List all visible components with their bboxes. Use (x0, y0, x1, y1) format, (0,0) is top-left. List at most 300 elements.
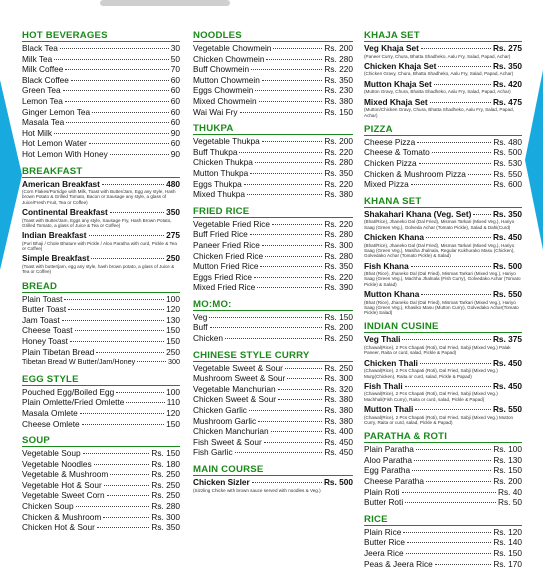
item-price: 60 (170, 85, 180, 96)
item-description: (Chawal(Rice), 2 Pcs Chapati (Roti), Dal Fried, Sabji (Mixed Veg.) Mutton Curry, Raita or curd, salad, Pickle & Papad) (364, 414, 514, 425)
menu-item (364, 137, 522, 148)
item-name: Eggs Thukpa (193, 178, 242, 189)
menu-item (193, 261, 353, 272)
item-description: (Puri Bhaji / Chole Bhature with Pickle / Aloo Paratha with curd, Pickle & Tea or Coffee) (22, 240, 177, 252)
section-pizza (364, 124, 522, 190)
item-price: Rs. 450 (492, 357, 522, 368)
item-description: (Corn Flakes/Porridge with Milk, Toast with Butter/Jam, Egg any style, Hash brown Potato & Grilled Tomato, Bacon or Sausage any style, a glass of Juice/Fresh Fruit, Tea or Coffee) (22, 189, 176, 205)
item-name: Paneer Fried Rice (193, 239, 260, 250)
leader-dots (260, 266, 322, 267)
menu-item (193, 75, 353, 86)
menu-item (22, 512, 180, 523)
item-price: Rs. 180 (151, 458, 180, 469)
item-name: Chicken Garlic (193, 405, 247, 416)
leader-dots (80, 413, 164, 414)
item-name: Black Coffee (22, 74, 69, 85)
menu-item (22, 448, 180, 459)
leader-dots (271, 431, 323, 432)
item-price: 110 (166, 397, 180, 408)
item-name: Vegetable Chowmein (193, 43, 272, 53)
item-price: 60 (170, 95, 180, 106)
item-price: Rs. 200 (324, 136, 353, 147)
item-description: (Sizzling Chicke with brown sauce served with noodles & Veg.) (193, 487, 321, 493)
leader-dots (262, 80, 323, 81)
item-price: Rs. 250 (324, 362, 353, 373)
item-description: (Bhat (Rice), Jhaneko Dal (Dal Fried), Mismas Tarkari (Mixed Veg.), Hariyo Saag (Green Veg.), Machha Jhalnala (Fish Curry), Golvedako Achar (Tomato Pickle) & Salad) (364, 271, 521, 287)
section-bread (22, 281, 180, 368)
item-price: 90 (170, 148, 180, 159)
item-price: 120 (166, 304, 180, 315)
item-description: (Chawal(Rice), 2 Pcs Chapati (Roti), Dal Fried, Sabji (Mixed Veg.) Palak Paneer, Raita or curd, salad, Pickle & Papad) (364, 345, 511, 356)
leader-dots (102, 184, 164, 185)
leader-dots (426, 481, 491, 482)
leader-dots (209, 317, 322, 318)
section-title: PARATHA & ROTI (364, 431, 522, 443)
menu-column-3 (364, 30, 522, 575)
item-price: Rs. 280 (324, 229, 353, 240)
item-name: Buff (193, 322, 208, 333)
item-name: Chicken Thukpa (193, 157, 253, 168)
menu-item (364, 79, 522, 90)
item-price: Rs. 550 (493, 168, 522, 179)
menu-item (22, 480, 180, 491)
item-name: Chicken Soup (22, 501, 74, 512)
menu-item (193, 179, 353, 190)
item-price: Rs. 375 (492, 334, 522, 345)
menu-item (193, 136, 353, 147)
item-name: Chicken Chowmein (193, 53, 265, 64)
item-name: Cheese Omlete (22, 418, 80, 429)
leader-dots (235, 452, 323, 453)
menu-item (193, 477, 353, 488)
leader-dots (83, 453, 150, 454)
item-description: (Bhat (Rice), Jhaneko Dal (Dal Fried), Mismas Tarkari (Mixed Veg.), Hariyo Saag (Green Veg.), Khasiko Masu (Mutton Curry), Golvedako Achar(Tomato Pickle) Salad) (364, 299, 519, 316)
menu-item (193, 322, 353, 333)
item-price: Rs. 530 (493, 158, 522, 169)
item-price: 250 (166, 346, 180, 357)
menu-item (22, 459, 180, 470)
item-price: 60 (170, 106, 180, 117)
item-name: Mushroom Garlic (193, 415, 257, 426)
leader-dots (60, 48, 169, 49)
leader-dots (82, 424, 165, 425)
menu-item (22, 230, 180, 241)
menu-item (22, 419, 180, 430)
leader-dots (92, 112, 169, 113)
menu-item (193, 373, 353, 384)
item-price: Rs. 250 (151, 469, 180, 480)
section-title: HOT BEVERAGES (22, 30, 180, 42)
item-price: Rs. 380 (324, 394, 353, 405)
menu-item (22, 85, 180, 96)
menu-item (22, 179, 180, 190)
item-name: Aloo Paratha (364, 454, 412, 465)
leader-dots (54, 59, 168, 60)
item-name: Chicken Khaja Set (364, 60, 437, 71)
item-description: (Mutton/Chicken Gravy, Chura, Bhatta Shadheko, Aalu Fry, Salad, Papad, Achar) (364, 107, 514, 118)
item-name: Mutton Khana (364, 288, 420, 299)
item-price: 150 (166, 418, 180, 429)
item-price: 100 (166, 293, 180, 304)
menu-item (193, 394, 353, 405)
item-name: Pouched Egg/Boiled Egg (22, 386, 115, 397)
item-name: Veg (193, 311, 208, 322)
menu-item (193, 240, 353, 251)
item-name: Mutton Thukpa (193, 167, 249, 178)
item-price: 60 (170, 117, 180, 128)
item-name: Tibetan Bread W Butter/Jam/Honey (22, 357, 136, 367)
section-main-course (193, 464, 353, 493)
section-khana-set (364, 196, 522, 316)
item-name: Ginger Lemon Tea (22, 106, 91, 117)
menu-item (22, 408, 180, 419)
leader-dots (104, 485, 150, 486)
menu-item (364, 548, 522, 559)
section-title: SOUP (22, 435, 180, 447)
item-description: (Bhat/Rice), Jhaneko Dal (Dal Fried), Mismas Tarkari (Mixed Veg.), Hariyo Saag (Green Veg.), Golveda Achar (Tomato Pickle), Salad & Dahi(Curd) (364, 219, 515, 230)
leader-dots (68, 309, 164, 310)
item-name: Veg Khaja Set (364, 43, 419, 53)
section-title: PIZZA (364, 124, 522, 136)
section-title: FRIED RICE (193, 206, 353, 218)
item-name: Vegetable Fried Rice (193, 218, 271, 229)
item-price: 150 (166, 325, 180, 336)
menu-item (364, 537, 522, 548)
leader-dots (66, 122, 168, 123)
item-name: Vegetable Hot & Sour (22, 479, 102, 490)
section-indian-cuisine (364, 321, 522, 425)
leader-dots (402, 339, 491, 340)
item-price: Rs. 550 (492, 288, 522, 299)
menu-item (364, 289, 522, 300)
menu-item (22, 490, 180, 501)
leader-dots (247, 194, 322, 195)
item-name: Mixed Pizza (364, 179, 409, 190)
item-price: 150 (166, 335, 180, 346)
section-hot-beverages (22, 30, 180, 160)
item-description: (Bhat/Rice), Jhaneko Dal (Dal Fried), Mismas Tarkari (Mixed Veg.), Hariyo Saag (Green Veg.), Masiha Jhalnala, Regular Kukhurako Masu (Chicken), Golvedako Achar (Tomato Pickle) & Salad) (364, 242, 515, 259)
menu-item (364, 444, 522, 455)
leader-dots (103, 517, 149, 518)
section-title: THUKPA (193, 123, 353, 135)
section-title: MAIN COURSE (193, 464, 353, 476)
leader-dots (250, 173, 322, 174)
menu-item (364, 381, 522, 392)
leader-dots (76, 506, 150, 507)
leader-dots (426, 237, 491, 238)
section-title: KHANA SET (364, 196, 522, 208)
menu-item (364, 455, 522, 466)
item-price: Rs. 100 (493, 444, 522, 455)
item-price: Rs. 320 (324, 383, 353, 394)
menu-item (193, 54, 353, 65)
item-price: Rs. 280 (151, 501, 180, 512)
section-title: BREAKFAST (22, 166, 180, 178)
item-price: Rs. 450 (492, 380, 522, 391)
leader-dots (273, 48, 322, 49)
item-price: Rs. 220 (324, 64, 353, 75)
section-breakfast (22, 166, 180, 275)
item-name: Continental Breakfast (22, 207, 108, 218)
menu-item (193, 85, 353, 96)
leader-dots (258, 421, 322, 422)
leader-dots (411, 266, 491, 267)
item-name: Chicken (193, 333, 223, 344)
menu-item (364, 209, 522, 220)
leader-dots (419, 163, 492, 164)
item-price: 60 (170, 138, 180, 149)
item-name: Chicken Fried Rice (193, 250, 264, 261)
item-name: Cheese Pizza (364, 136, 416, 147)
section-title: KHAJA SET (364, 30, 522, 42)
menu-item (193, 437, 353, 448)
leader-dots (97, 527, 150, 528)
item-name: Eggs Fried Rice (193, 271, 253, 282)
item-name: Black Tea (22, 43, 58, 53)
item-price: Rs. 120 (493, 526, 522, 537)
leader-dots (287, 378, 322, 379)
leader-dots (265, 256, 322, 257)
leader-dots (255, 90, 322, 91)
leader-dots (70, 341, 164, 342)
item-price: 300 (168, 357, 180, 367)
item-price: Rs. 40 (498, 486, 522, 497)
item-name: Cheese Paratha (364, 476, 424, 486)
menu-item (193, 229, 353, 240)
item-description: (Toast with butter/jam, egg any style, hash brown potato, a glass of Juice & Tea or Coffee) (22, 263, 175, 275)
item-price: Rs. 500 (492, 260, 522, 271)
item-name: Fish Thali (364, 380, 403, 391)
item-name: Veg Thali (364, 334, 401, 345)
section-fried-rice (193, 206, 353, 293)
item-price: Rs. 150 (324, 311, 353, 322)
menu-item (364, 261, 522, 272)
item-price: Rs. 390 (324, 282, 353, 293)
menu-item (193, 363, 353, 374)
item-name: Cheese & Tomato (364, 147, 430, 158)
item-price: Rs. 500 (493, 147, 522, 158)
menu-item (364, 179, 522, 190)
menu-item (22, 207, 180, 218)
item-price: 350 (166, 207, 180, 218)
menu-item (193, 282, 353, 293)
item-price: Rs. 350 (324, 261, 353, 272)
item-name: Indian Breakfast (22, 230, 87, 241)
item-name: Cheese Toast (22, 325, 73, 336)
item-name: Vegetable Thukpa (193, 136, 260, 147)
leader-dots (116, 392, 164, 393)
menu-item (364, 97, 522, 108)
item-name: American Breakfast (22, 178, 100, 189)
menu-item (22, 138, 180, 149)
item-name: Milk Tea (22, 53, 53, 64)
item-name: Chicken Sizler (193, 477, 250, 487)
item-name: Chicken Sweet & Sour (193, 394, 277, 405)
menu-item (22, 117, 180, 128)
leader-dots (225, 338, 322, 339)
menu-item (22, 294, 180, 305)
leader-dots (126, 402, 164, 403)
menu-item (22, 43, 180, 54)
item-price: Rs. 150 (324, 106, 353, 117)
item-name: Lemon Tea (22, 95, 63, 106)
menu-item (22, 75, 180, 86)
item-price: Rs. 380 (324, 405, 353, 416)
menu-item (193, 251, 353, 262)
menu-item (22, 64, 180, 75)
leader-dots (405, 502, 496, 503)
item-price: 120 (166, 407, 180, 418)
leader-dots (63, 90, 169, 91)
leader-dots (240, 112, 323, 113)
item-price: 30 (170, 43, 180, 53)
item-price: Rs. 450 (492, 232, 522, 243)
leader-dots (406, 553, 492, 554)
item-name: Vegetable & Mushroom (22, 469, 109, 480)
item-price: Rs. 275 (492, 43, 522, 53)
item-name: Mixed Fried Rice (193, 282, 256, 293)
item-description: (Paneer Curry, Chura, Bhatta Shadheko, Aalu Fry, Salad, Papad, Achar) (364, 53, 511, 59)
menu-item (364, 358, 522, 369)
leader-dots (416, 449, 492, 450)
item-price: 70 (170, 64, 180, 75)
item-price: 50 (170, 53, 180, 64)
menu-item (22, 54, 180, 65)
menu-item (22, 107, 180, 118)
item-name: Masala Omlete (22, 407, 78, 418)
menu-item (364, 559, 522, 570)
item-price: Rs. 400 (324, 426, 353, 437)
leader-dots (249, 410, 322, 411)
menu-item (22, 397, 180, 408)
menu-item (364, 404, 522, 415)
item-price: Rs. 450 (324, 447, 353, 458)
section-title: BREAD (22, 281, 180, 293)
item-price: Rs. 130 (493, 454, 522, 465)
section-title: NOODLES (193, 30, 353, 42)
item-name: Egg Paratha (364, 465, 411, 476)
item-name: Honey Toast (22, 335, 68, 346)
leader-dots (110, 474, 149, 475)
leader-dots (252, 482, 322, 483)
section-title: EGG STYLE (22, 374, 180, 386)
item-price: Rs. 170 (493, 558, 522, 569)
menu-item (22, 469, 180, 480)
item-price: Rs. 200 (324, 322, 353, 333)
item-price: Rs. 300 (324, 239, 353, 250)
item-name: Mutton Fried Rice (193, 261, 259, 272)
leader-dots (262, 141, 323, 142)
menu-item (364, 497, 522, 508)
menu-item (193, 96, 353, 107)
menu-item (22, 522, 180, 533)
top-band (0, 0, 543, 22)
leader-dots (137, 361, 166, 362)
leader-dots (414, 460, 491, 461)
leader-dots (278, 399, 322, 400)
item-name: Jam Toast (22, 314, 60, 325)
item-name: Hot Lemon Water (22, 138, 87, 149)
item-name: Mixed Khaja Set (364, 96, 428, 107)
item-price: Rs. 220 (324, 271, 353, 282)
item-name: Butter Rice (364, 537, 406, 548)
item-description: (Chicken Gravy, Chura, Bhatta Shadheko, Aalu Fry, Salad, Papad, Achar) (364, 71, 514, 77)
item-price: Rs. 380 (324, 415, 353, 426)
item-price: Rs. 200 (493, 476, 522, 486)
leader-dots (434, 84, 491, 85)
item-price: 90 (170, 127, 180, 138)
leader-dots (407, 542, 491, 543)
menu-item (193, 312, 353, 323)
menu-item (22, 128, 180, 139)
item-price: Rs. 150 (493, 465, 522, 476)
item-name: Butter Roti (364, 497, 404, 508)
item-price: Rs. 250 (324, 333, 353, 344)
menu-item (364, 147, 522, 158)
item-price: Rs. 380 (324, 95, 353, 106)
section-title: CHINESE STYLE CURRY (193, 350, 353, 362)
item-name: Wai Wai Fry (193, 106, 238, 117)
item-price: 60 (170, 74, 180, 85)
item-price: Rs. 140 (493, 537, 522, 548)
leader-dots (402, 492, 497, 493)
leader-dots (62, 320, 164, 321)
item-name: Plain Tibetan Bread (22, 346, 95, 357)
item-price: 275 (166, 230, 180, 241)
item-name: Buff Fried Rice (193, 229, 248, 240)
item-name: Vegetable Noodles (22, 458, 92, 469)
item-price: Rs. 280 (324, 53, 353, 64)
leader-dots (91, 258, 164, 259)
item-name: Eggs Chowmein (193, 85, 254, 96)
item-name: Plain Toast (22, 293, 63, 304)
section-title: MO:MO: (193, 299, 353, 311)
item-price: Rs. 300 (151, 511, 180, 522)
item-name: Masala Tea (22, 117, 65, 128)
item-name: Fish Sweet & Sour (193, 436, 262, 447)
leader-dots (75, 330, 165, 331)
item-name: Plain Rice (364, 526, 402, 537)
menu-item (22, 347, 180, 358)
item-name: Mixed Chowmein (193, 95, 257, 106)
section-title: INDIAN CUSINE (364, 321, 522, 333)
menu-item (22, 387, 180, 398)
item-name: Chicken Khana (364, 232, 424, 243)
leader-dots (432, 152, 492, 153)
leader-dots (412, 470, 491, 471)
leader-dots (107, 495, 150, 496)
menu-item (193, 219, 353, 230)
leader-dots (438, 66, 491, 67)
leader-dots (257, 287, 322, 288)
leader-dots (415, 409, 491, 410)
item-name: Butter Toast (22, 304, 67, 315)
menu-item (193, 272, 353, 283)
leader-dots (54, 133, 169, 134)
menu-item (193, 189, 353, 200)
item-name: Buff Thukpa (193, 146, 238, 157)
item-price: Rs. 150 (151, 448, 180, 459)
menu-item (193, 333, 353, 344)
right-decoration (525, 70, 543, 250)
item-name: Chicken Hot & Sour (22, 522, 95, 533)
leader-dots (420, 363, 491, 364)
menu-item (193, 64, 353, 75)
item-name: Mutton Khaja Set (364, 78, 432, 89)
menu-item (193, 426, 353, 437)
leader-dots (272, 224, 322, 225)
item-name: Buff Chowmein (193, 64, 250, 75)
